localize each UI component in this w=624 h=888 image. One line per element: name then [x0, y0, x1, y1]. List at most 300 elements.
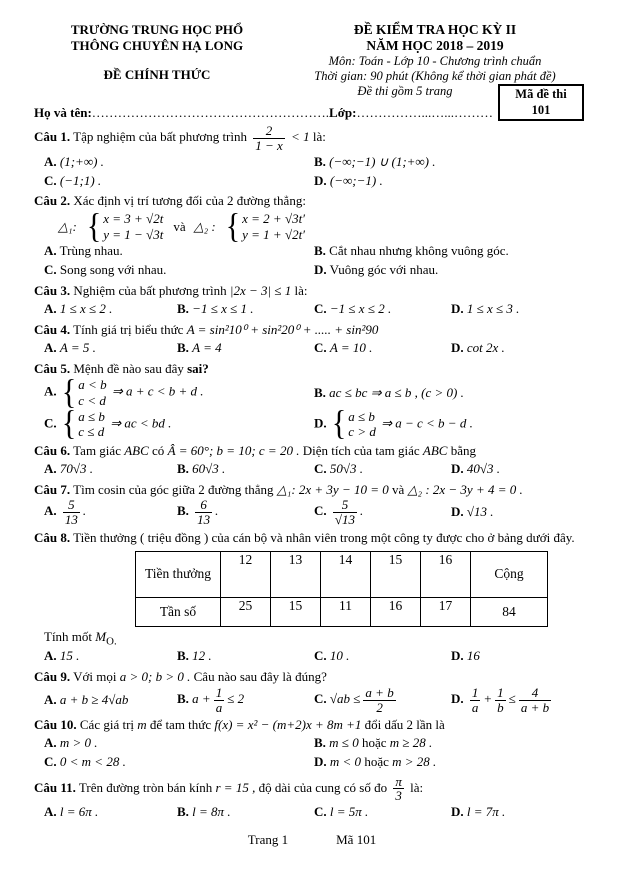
- system-row: y = 1 − √3t: [103, 226, 164, 242]
- option-key: D.: [451, 301, 464, 316]
- fraction-denominator: a + b: [520, 699, 550, 715]
- question-8-subtext: [44, 629, 590, 648]
- brace: {: [86, 207, 102, 246]
- option-key: C.: [314, 460, 327, 476]
- question-8-stem: [34, 530, 590, 547]
- option-text: Song song với nhau.: [59, 262, 167, 278]
- option-key: B.: [314, 735, 326, 751]
- option-text: .: [360, 503, 364, 519]
- question-5-stem: [34, 361, 590, 378]
- question-10-stem: [34, 717, 590, 734]
- option-key: C.: [44, 415, 57, 431]
- option-key: A.: [44, 648, 57, 664]
- question-6-option-d: [451, 460, 590, 479]
- question-1-option-b: [314, 153, 590, 172]
- option-key: A.: [44, 735, 57, 751]
- line1-label: △₁:: [58, 218, 77, 234]
- stem-math: A = sin²10⁰ + sin²20⁰ + ..... + sin²90: [186, 321, 379, 337]
- question-label: Câu 3.: [34, 283, 71, 299]
- option-key: B.: [177, 691, 189, 707]
- stem-text: Tập nghiệm của bất phương trình: [73, 129, 247, 145]
- option-key: D.: [451, 460, 464, 476]
- stem-math: |2x − 3| ≤ 1: [229, 283, 292, 299]
- system-row: c < d: [78, 393, 106, 409]
- question-9-option-a: [44, 691, 177, 710]
- question-4: [34, 322, 590, 358]
- question-8: [34, 530, 590, 666]
- option-key: B.: [177, 648, 189, 664]
- question-9-stem: [34, 669, 590, 686]
- option-math: m ≤ 0: [329, 735, 359, 751]
- exam-code-label: Mã đề thi: [515, 87, 567, 101]
- name-label: Họ và tên:: [34, 105, 92, 121]
- option-pre: a +: [192, 691, 211, 707]
- question-1-option-c: [44, 172, 314, 191]
- option-text: A = 4: [192, 339, 222, 355]
- option-key: D.: [451, 504, 464, 520]
- option-key: B.: [314, 153, 326, 169]
- option-key: D.: [314, 753, 327, 769]
- system-row: a ≤ b: [348, 408, 375, 424]
- question-2-option-c: [44, 261, 314, 280]
- exam-code-value: 101: [531, 102, 551, 117]
- table-cell: 14: [321, 551, 371, 597]
- stem-text: là:: [312, 129, 326, 145]
- option-key: C.: [44, 753, 57, 769]
- option-key: B.: [314, 243, 326, 259]
- option-text: A = 10 .: [329, 339, 373, 355]
- question-10-option-c: [44, 753, 314, 772]
- fraction-numerator: 2: [265, 123, 273, 139]
- system-row: y = 1 + √2t′: [242, 226, 306, 242]
- fraction-denominator: a: [471, 699, 479, 715]
- option-text: Cắt nhau nhưng không vuông góc.: [329, 243, 509, 259]
- option-text: ⇒ a + c < b + d .: [111, 384, 204, 400]
- question-7-option-a: [44, 498, 177, 526]
- option-key: A.: [44, 804, 57, 820]
- option-key: D.: [314, 262, 327, 278]
- option-key: A.: [44, 460, 57, 476]
- stem-math: △₂ : 2x − 3y + 4 = 0 .: [407, 481, 523, 497]
- question-4-option-d: [451, 339, 590, 358]
- system-rows: [242, 211, 305, 242]
- question-3-option-c: [314, 300, 451, 319]
- question-8-option-c: [314, 647, 451, 666]
- option-key: A.: [44, 153, 57, 169]
- table-cell: 15: [371, 551, 421, 597]
- mode-text: Tính mốt: [44, 628, 93, 644]
- question-2-option-b: [314, 242, 590, 261]
- question-6-stem: [34, 443, 590, 460]
- option-text: .: [215, 503, 219, 519]
- option-text: 16: [466, 648, 480, 664]
- equation-system-1: [86, 207, 164, 246]
- option-key: A.: [44, 384, 57, 400]
- option-text: 40√3 .: [466, 460, 501, 476]
- option-key: C.: [314, 648, 327, 664]
- option-math: m < 0: [329, 753, 362, 769]
- question-label: Câu 1.: [34, 129, 71, 145]
- table-cell: 17: [421, 597, 471, 626]
- question-label: Câu 7.: [34, 481, 71, 497]
- option-text: cot 2x .: [466, 339, 505, 355]
- table-cell: Cộng: [471, 551, 548, 597]
- question-1-options: [44, 153, 590, 191]
- fraction-numerator: 1: [215, 684, 223, 700]
- option-text: A = 5 .: [59, 339, 96, 355]
- question-8-option-d: [451, 647, 590, 666]
- table-row: [136, 597, 548, 626]
- stem-text: Mệnh đề nào sau đây: [73, 360, 184, 376]
- fraction-denominator: 2: [363, 700, 395, 715]
- question-11-option-c: [314, 803, 451, 822]
- stem-math: ABC: [422, 442, 448, 458]
- stem-text: bằng: [450, 442, 476, 458]
- stem-math: m: [137, 717, 147, 733]
- option-key: D.: [314, 172, 327, 188]
- question-5-option-c: [44, 404, 314, 443]
- question-2-option-a: [44, 242, 314, 261]
- question-10-option-b: [314, 734, 590, 753]
- stem-emphasis: sai?: [187, 360, 209, 376]
- option-key: A.: [44, 339, 57, 355]
- stem-text: Tính giá trị biểu thức: [73, 321, 184, 337]
- option-text: 1 ≤ x ≤ 3 .: [466, 301, 520, 316]
- fraction-numerator: 5: [68, 497, 75, 513]
- option-text: a + b ≥ 4√ab: [59, 691, 129, 707]
- option-text: l = 5π .: [329, 804, 369, 820]
- option-text: −1 ≤ x ≤ 1 .: [192, 301, 254, 316]
- option-pre: √ab ≤: [329, 691, 361, 707]
- option-text: 60√3 .: [192, 460, 226, 476]
- question-11-option-b: [177, 803, 314, 822]
- option-key: B.: [314, 384, 326, 400]
- fraction-numerator: 6: [200, 497, 207, 513]
- question-label: Câu 9.: [34, 669, 71, 685]
- fraction: [363, 686, 395, 714]
- option-math: m ≥ 28 .: [389, 735, 433, 751]
- option-key: C.: [314, 691, 327, 707]
- equation-system: [61, 404, 105, 443]
- question-8-option-a: [44, 647, 177, 666]
- question-6-options: [44, 460, 590, 479]
- option-text: ac ≤ bc ⇒ a ≤ b , (c > 0) .: [329, 384, 464, 400]
- option-text: Trùng nhau.: [59, 243, 123, 259]
- fraction: [63, 498, 80, 526]
- question-10: [34, 717, 590, 772]
- stem-text: đổi dấu 2 lần là: [364, 717, 445, 733]
- table-row: [136, 551, 548, 597]
- option-text: 1 ≤ x ≤ 2 .: [59, 301, 113, 316]
- fraction-numerator: 1: [497, 684, 504, 700]
- stem-math: ABC: [124, 442, 149, 458]
- brace: {: [61, 373, 77, 412]
- exam-type: ĐỀ CHÍNH THỨC: [103, 66, 211, 82]
- option-key: B.: [177, 503, 189, 519]
- fraction-numerator: 4: [531, 684, 539, 700]
- fraction-denominator: 13: [64, 512, 78, 528]
- question-label: Câu 2.: [34, 193, 71, 209]
- stem-text: và: [392, 481, 405, 497]
- question-5: [34, 360, 590, 443]
- exam-year: NĂM HỌC 2018 – 2019: [366, 38, 504, 54]
- question-8-option-b: [177, 647, 314, 666]
- stem-text: có: [152, 442, 165, 458]
- stem-math: r = 15 ,: [215, 779, 256, 795]
- question-4-option-b: [177, 339, 314, 358]
- option-key: C.: [44, 262, 57, 278]
- option-text: 12 .: [192, 648, 212, 664]
- question-6-option-c: [314, 460, 451, 479]
- question-5-option-b: [314, 384, 590, 403]
- question-9: [34, 669, 590, 714]
- question-9-option-c: [314, 686, 451, 714]
- option-text: ⇒ a − c < b − d .: [381, 415, 473, 431]
- brace: {: [61, 404, 77, 443]
- fraction-denominator: √13: [334, 512, 356, 528]
- school-name-line2: THÔNG CHUYÊN HẠ LONG: [70, 38, 244, 54]
- option-key: B.: [177, 301, 189, 316]
- question-3-option-a: [44, 300, 177, 319]
- stem-math: a > 0; b > 0 .: [119, 669, 191, 685]
- option-key: D.: [314, 415, 327, 431]
- stem-text: Câu nào sau đây là đúng?: [193, 669, 327, 685]
- question-3-option-b: [177, 300, 314, 319]
- mode-subscript: O.: [106, 635, 117, 648]
- stem-math: △₁: 2x + 3y − 10 = 0: [276, 481, 389, 497]
- question-10-options: [44, 734, 590, 772]
- question-11-stem: [34, 775, 590, 803]
- class-fill: ……………...…...………: [356, 105, 493, 121]
- page-number: Trang 1: [247, 831, 289, 847]
- equation-system-2: [225, 207, 306, 246]
- option-key: A.: [44, 691, 57, 707]
- option-text: (−∞;−1) ∪ (1;+∞) .: [329, 153, 436, 169]
- system-row: a ≤ b: [78, 408, 105, 424]
- question-label: Câu 10.: [34, 717, 77, 733]
- question-9-option-b: [177, 686, 314, 714]
- option-text: (−∞;−1) .: [329, 172, 383, 188]
- mode-symbol: M: [95, 628, 107, 644]
- question-11-options: [44, 803, 590, 822]
- option-text: (1;+∞) .: [59, 153, 104, 169]
- fraction-numerator: 1: [471, 684, 479, 700]
- table-cell: 16: [371, 597, 421, 626]
- frequency-table: [135, 551, 548, 627]
- question-2: [34, 193, 590, 280]
- table-cell: 16: [421, 551, 471, 597]
- system-rows: [78, 409, 105, 440]
- stem-text: Tiền thưởng ( triệu đồng ) của cán bộ và nhân viên trong một công ty được cho ở bảng dưới đây.: [73, 529, 575, 545]
- equation-system: [331, 404, 376, 443]
- line2-label: △₂ :: [193, 218, 216, 234]
- stem-text: Trên đường tròn bán kính: [78, 779, 213, 795]
- question-10-option-d: [314, 753, 590, 772]
- stem-text: Với mọi: [73, 669, 117, 685]
- question-label: Câu 4.: [34, 321, 71, 337]
- stem-text: Tam giác: [73, 442, 121, 458]
- question-label: Câu 5.: [34, 360, 71, 376]
- option-key: A.: [44, 301, 57, 316]
- option-key: C.: [314, 804, 327, 820]
- stem-text: Các giá trị: [79, 717, 135, 733]
- table-cell: 84: [471, 597, 548, 626]
- connector-text: và: [173, 218, 186, 234]
- exam-pages-note: Đề thi gồm 5 trang: [357, 84, 453, 99]
- exam-duration: Thời gian: 90 phút (Không kể thời gian phát đề): [314, 69, 556, 84]
- option-text: 15 .: [59, 648, 80, 664]
- option-text: m > 0 .: [59, 735, 98, 751]
- question-2-stem: [34, 193, 590, 210]
- system-rows: [348, 409, 376, 440]
- option-key: A.: [44, 503, 57, 519]
- fraction: [333, 498, 357, 526]
- system-row: c > d: [348, 424, 376, 440]
- system-row: a < b: [78, 377, 107, 393]
- school-block: [34, 22, 280, 99]
- page-footer: [34, 832, 590, 848]
- question-label: Câu 6.: [34, 442, 71, 458]
- question-7: [34, 482, 590, 527]
- option-text: .: [82, 503, 87, 519]
- fraction: [393, 775, 404, 803]
- option-text: 10 .: [329, 648, 350, 664]
- system-row: x = 3 + √2t: [103, 211, 164, 227]
- exam-title: ĐỀ KIỂM TRA HỌC KỲ II: [353, 22, 517, 37]
- question-6: [34, 443, 590, 479]
- school-name-line1: TRƯỜNG TRUNG HỌC PHỔ: [70, 22, 244, 37]
- option-key: A.: [44, 243, 57, 259]
- brace: {: [331, 404, 347, 443]
- stem-text: Xác định vị trí tương đối của 2 đường thẳng:: [73, 193, 306, 209]
- system-row: c ≤ d: [78, 424, 105, 440]
- system-rows: [103, 211, 163, 242]
- question-label: Câu 8.: [34, 529, 71, 545]
- option-text: ⇒ ac < bd .: [110, 415, 172, 431]
- question-8-options: [44, 647, 590, 666]
- stem-text: độ dài của cung có số đo: [258, 779, 388, 795]
- fraction: [519, 686, 551, 714]
- footer-exam-code: Mã 101: [336, 831, 377, 847]
- table-cell: 25: [221, 597, 271, 626]
- system-row: x = 2 + √3t′: [242, 211, 306, 227]
- stem-text: Nghiệm của bất phương trình: [73, 283, 227, 299]
- stem-math: f(x) = x² − (m+2)x + 8m +1: [214, 717, 362, 733]
- option-text: hoặc: [364, 753, 389, 769]
- option-text: √13 .: [466, 504, 494, 520]
- question-7-option-b: [177, 498, 314, 526]
- fraction: [253, 124, 285, 152]
- question-6-option-a: [44, 460, 177, 479]
- question-5-option-d: [314, 404, 590, 443]
- option-text: hoặc: [361, 735, 387, 751]
- question-4-option-c: [314, 339, 451, 358]
- question-2-options: [44, 242, 590, 280]
- stem-text: Tìm cosin của góc giữa 2 đường thẳng: [73, 481, 274, 497]
- table-cell: 15: [271, 597, 321, 626]
- fraction-numerator: π: [395, 773, 402, 789]
- question-10-option-a: [44, 734, 314, 753]
- option-text: l = 8π .: [192, 804, 231, 820]
- fraction-denominator: 3: [393, 788, 404, 803]
- question-5-options: [44, 373, 590, 443]
- option-text: 70√3 .: [59, 460, 94, 476]
- question-1-stem: [34, 124, 590, 152]
- question-7-options: [44, 498, 590, 526]
- option-key: D.: [451, 804, 464, 820]
- fraction: [470, 686, 481, 714]
- exam-code-box: [498, 84, 584, 121]
- question-9-options: [44, 686, 590, 714]
- table-cell: 11: [321, 597, 371, 626]
- fraction-numerator: 5: [341, 497, 349, 513]
- option-post: ≤ 2: [227, 691, 245, 707]
- question-3-stem: [34, 283, 590, 300]
- option-text: −1 ≤ x ≤ 2 .: [329, 301, 392, 316]
- brace: {: [225, 207, 241, 246]
- question-7-option-c: [314, 498, 451, 526]
- option-text: Vuông góc với nhau.: [329, 262, 439, 278]
- system-rows: [78, 377, 106, 408]
- fraction-denominator: 1 − x: [255, 138, 283, 154]
- fraction-denominator: 13: [197, 512, 211, 528]
- exam-subject: Môn: Toán - Lớp 10 - Chương trình chuẩn: [328, 54, 542, 69]
- question-9-option-d: [451, 686, 590, 714]
- stem-text: là:: [410, 779, 424, 795]
- question-2-systems: [58, 207, 590, 246]
- question-4-stem: [34, 322, 590, 339]
- question-3-options: [44, 300, 590, 319]
- question-2-option-d: [314, 261, 590, 280]
- option-text: (−1;1) .: [59, 172, 102, 188]
- option-text: l = 7π .: [466, 804, 506, 820]
- option-text: 0 < m < 28 .: [59, 753, 126, 769]
- fraction-denominator: a: [215, 699, 223, 715]
- option-key: C.: [314, 301, 327, 316]
- question-3: [34, 283, 590, 319]
- question-7-option-d: [451, 503, 590, 522]
- stem-math: Â = 60°; b = 10; c = 20 .: [167, 442, 300, 458]
- question-1: [34, 124, 590, 190]
- question-1-option-d: [314, 172, 590, 191]
- option-key: B.: [177, 804, 189, 820]
- question-5-option-a: [44, 373, 314, 412]
- table-cell: Tiền thưởng: [136, 551, 221, 597]
- option-key: B.: [177, 339, 189, 355]
- stem-text: để tam thức: [149, 717, 212, 733]
- fraction: [195, 498, 212, 526]
- table-cell: 13: [271, 551, 321, 597]
- stem-text: Diện tích của tam giác: [302, 442, 420, 458]
- question-3-option-d: [451, 300, 590, 319]
- question-7-stem: [34, 482, 590, 499]
- option-key: C.: [314, 339, 327, 355]
- option-math: m > 28 .: [392, 753, 437, 769]
- question-11-option-d: [451, 803, 590, 822]
- table-cell: Tần số: [136, 597, 221, 626]
- question-6-option-b: [177, 460, 314, 479]
- fraction-denominator: b: [497, 699, 504, 715]
- operator: ≤: [508, 691, 516, 707]
- question-4-option-a: [44, 339, 177, 358]
- option-text: l = 6π .: [59, 804, 99, 820]
- stem-text: là:: [294, 283, 308, 299]
- option-key: D.: [451, 691, 464, 707]
- option-key: C.: [314, 503, 327, 519]
- question-11: [34, 775, 590, 822]
- table-cell: 12: [221, 551, 271, 597]
- operator: +: [483, 691, 493, 707]
